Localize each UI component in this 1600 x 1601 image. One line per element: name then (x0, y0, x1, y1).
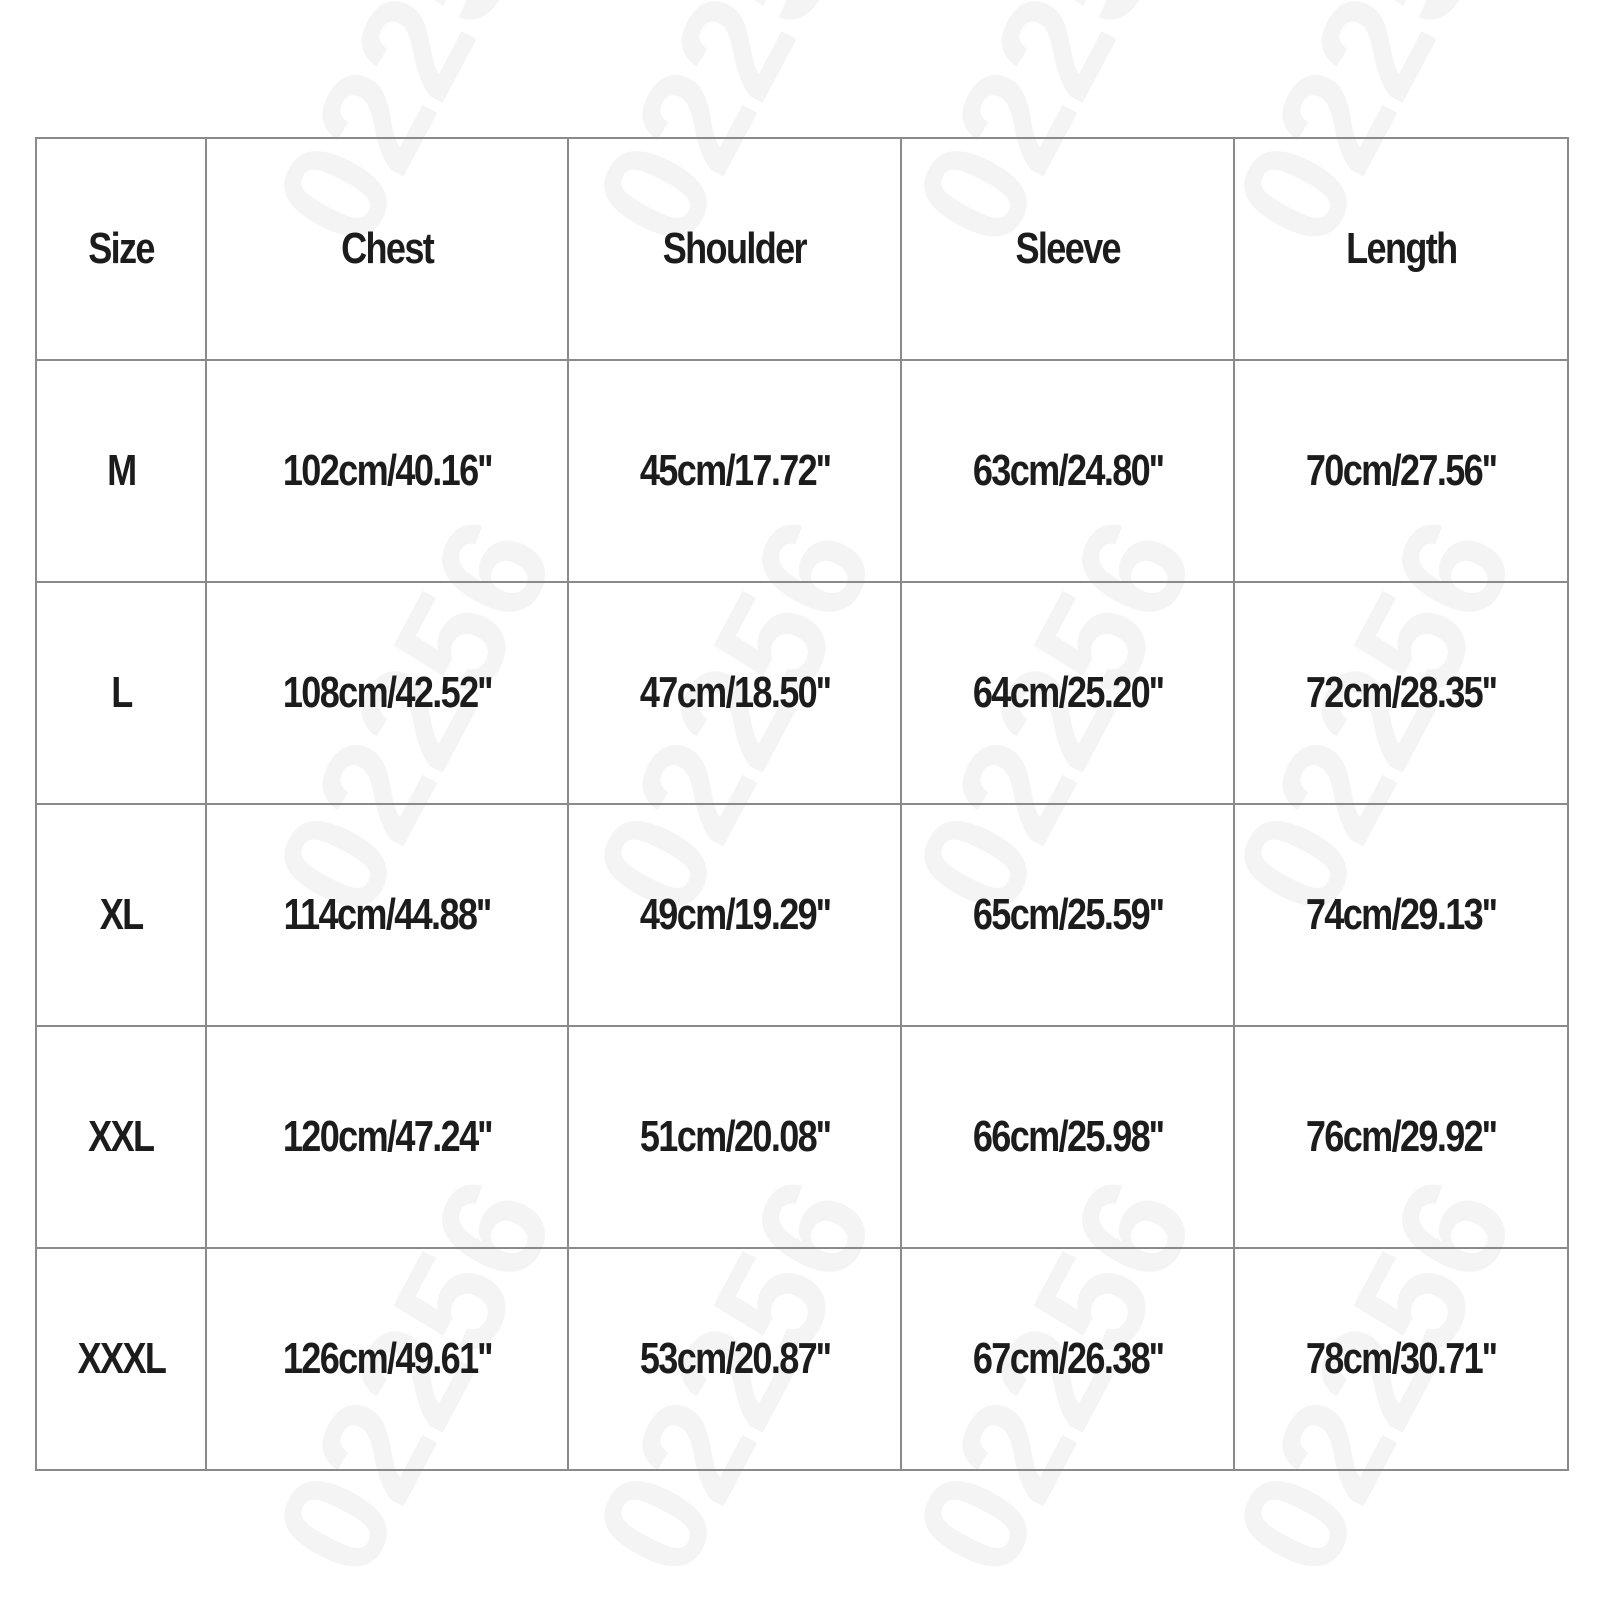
cell-sleeve: 66cm/25.98'' (901, 1026, 1234, 1248)
cell-shoulder: 49cm/19.29'' (568, 804, 901, 1026)
cell-shoulder: 47cm/18.50'' (568, 582, 901, 804)
header-length: Length (1234, 138, 1568, 360)
header-size: Size (36, 138, 206, 360)
table-row (36, 582, 1568, 804)
cell-shoulder: 51cm/20.08'' (568, 1026, 901, 1248)
header-sleeve: Sleeve (901, 138, 1234, 360)
header-chest: Chest (206, 138, 568, 360)
cell-chest: 108cm/42.52'' (206, 582, 568, 804)
table-row (36, 1026, 1568, 1248)
cell-sleeve: 64cm/25.20'' (901, 582, 1234, 804)
table-row (36, 360, 1568, 582)
cell-length: 74cm/29.13'' (1234, 804, 1568, 1026)
cell-chest: 114cm/44.88'' (206, 804, 568, 1026)
cell-sleeve: 67cm/26.38'' (901, 1248, 1234, 1470)
cell-size: XXXL (36, 1248, 206, 1470)
cell-size: M (36, 360, 206, 582)
cell-chest: 102cm/40.16'' (206, 360, 568, 582)
header-shoulder: Shoulder (568, 138, 901, 360)
table-header-row (36, 138, 1568, 360)
cell-shoulder: 53cm/20.87'' (568, 1248, 901, 1470)
cell-shoulder: 45cm/17.72'' (568, 360, 901, 582)
table-row (36, 804, 1568, 1026)
cell-size: XXL (36, 1026, 206, 1248)
cell-size: L (36, 582, 206, 804)
cell-length: 72cm/28.35'' (1234, 582, 1568, 804)
cell-length: 70cm/27.56'' (1234, 360, 1568, 582)
cell-length: 76cm/29.92'' (1234, 1026, 1568, 1248)
cell-chest: 120cm/47.24'' (206, 1026, 568, 1248)
cell-sleeve: 63cm/24.80'' (901, 360, 1234, 582)
table-row (36, 1248, 1568, 1470)
cell-chest: 126cm/49.61'' (206, 1248, 568, 1470)
cell-sleeve: 65cm/25.59'' (901, 804, 1234, 1026)
size-chart-table (35, 137, 1569, 1471)
cell-size: XL (36, 804, 206, 1026)
cell-length: 78cm/30.71'' (1234, 1248, 1568, 1470)
